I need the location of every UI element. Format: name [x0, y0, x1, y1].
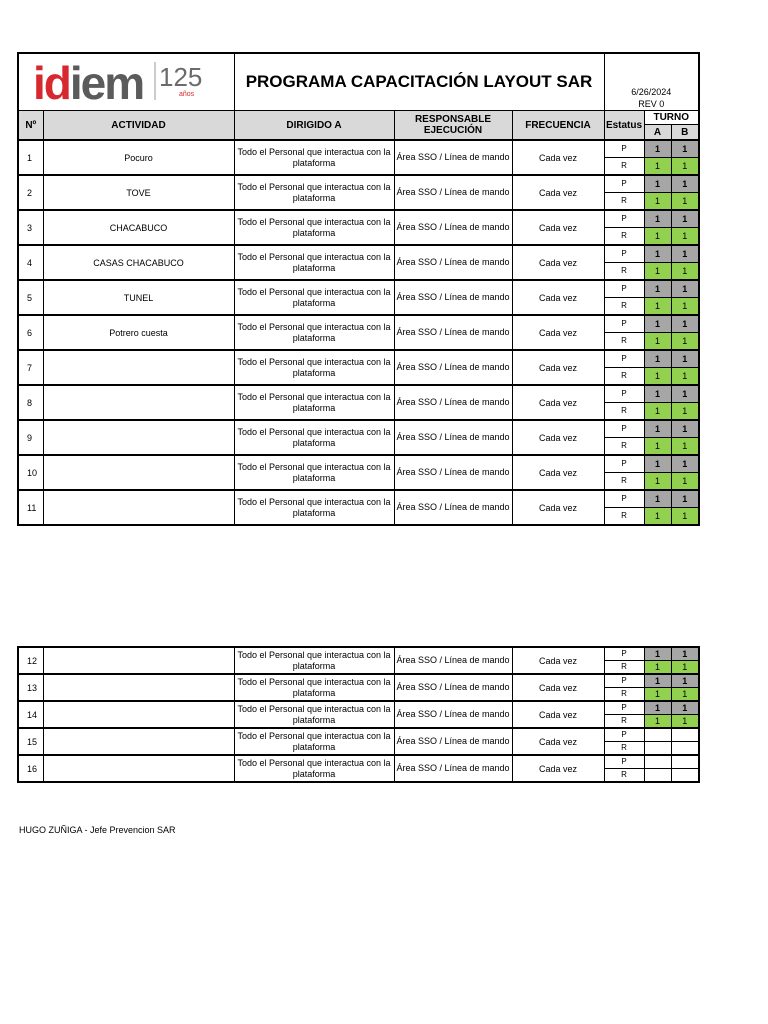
document-date: 6/26/2024	[631, 87, 672, 97]
row-activity	[43, 420, 234, 455]
turno-b-planned: 1	[671, 175, 699, 193]
col-header-turno-a: A	[644, 125, 671, 140]
turno-b-realized	[671, 769, 699, 783]
turno-a-realized: 1	[644, 473, 671, 491]
turno-a-planned: 1	[644, 245, 671, 263]
status-realized-label: R	[604, 333, 644, 351]
row-activity: Pocuro	[43, 140, 234, 175]
col-header-num: Nº	[18, 111, 43, 141]
status-planned-label: P	[604, 647, 644, 661]
row-activity	[43, 674, 234, 701]
turno-a-planned: 1	[644, 674, 671, 688]
training-program-table-continued	[17, 646, 700, 783]
turno-b-planned: 1	[671, 210, 699, 228]
status-realized-label: R	[604, 438, 644, 456]
status-planned-label: P	[604, 490, 644, 508]
turno-b-planned: 1	[671, 140, 699, 158]
turno-b-planned: 1	[671, 350, 699, 368]
turno-b-realized: 1	[671, 298, 699, 316]
row-number: 13	[18, 674, 43, 701]
turno-a-realized	[644, 742, 671, 756]
row-dirigido: Todo el Personal que interactua con la plataforma	[234, 140, 394, 175]
row-dirigido: Todo el Personal que interactua con la plataforma	[234, 647, 394, 674]
table-row	[18, 455, 699, 473]
turno-a-realized: 1	[644, 715, 671, 729]
row-responsable: Área SSO / Línea de mando	[394, 350, 512, 385]
turno-b-realized: 1	[671, 228, 699, 246]
row-activity	[43, 728, 234, 755]
turno-a-planned: 1	[644, 210, 671, 228]
row-number: 5	[18, 280, 43, 315]
turno-b-planned: 1	[671, 490, 699, 508]
row-number: 9	[18, 420, 43, 455]
row-activity	[43, 490, 234, 525]
col-header-turno: TURNO	[644, 111, 699, 125]
turno-a-planned: 1	[644, 350, 671, 368]
row-frecuencia: Cada vez	[512, 280, 604, 315]
document-revision: REV 0	[638, 99, 665, 109]
turno-a-planned	[644, 755, 671, 769]
status-realized-label: R	[604, 368, 644, 386]
row-number: 4	[18, 245, 43, 280]
row-number: 3	[18, 210, 43, 245]
turno-b-planned: 1	[671, 647, 699, 661]
row-frecuencia: Cada vez	[512, 647, 604, 674]
status-realized-label: R	[604, 298, 644, 316]
status-planned-label: P	[604, 140, 644, 158]
turno-b-realized: 1	[671, 193, 699, 211]
row-activity: TUNEL	[43, 280, 234, 315]
row-frecuencia: Cada vez	[512, 455, 604, 490]
turno-b-realized: 1	[671, 368, 699, 386]
table-row	[18, 674, 699, 688]
row-responsable: Área SSO / Línea de mando	[394, 140, 512, 175]
row-dirigido: Todo el Personal que interactua con la plataforma	[234, 728, 394, 755]
col-header-frecuencia: FRECUENCIA	[512, 111, 604, 141]
turno-a-realized: 1	[644, 298, 671, 316]
turno-b-realized: 1	[671, 688, 699, 702]
footer-signature: HUGO ZUÑIGA - Jefe Prevencion SAR	[19, 825, 176, 835]
turno-a-planned	[644, 728, 671, 742]
row-activity	[43, 701, 234, 728]
table-row	[18, 701, 699, 715]
document-title: PROGRAMA CAPACITACIÓN LAYOUT SAR	[234, 53, 604, 111]
turno-a-realized	[644, 769, 671, 783]
table-row	[18, 315, 699, 333]
row-dirigido: Todo el Personal que interactua con la plataforma	[234, 175, 394, 210]
turno-b-planned: 1	[671, 674, 699, 688]
turno-b-planned: 1	[671, 280, 699, 298]
turno-a-planned: 1	[644, 701, 671, 715]
col-header-estatus: Estatus	[604, 111, 644, 141]
row-dirigido: Todo el Personal que interactua con la plataforma	[234, 490, 394, 525]
turno-b-realized	[671, 742, 699, 756]
turno-a-realized: 1	[644, 193, 671, 211]
row-responsable: Área SSO / Línea de mando	[394, 755, 512, 782]
row-frecuencia: Cada vez	[512, 140, 604, 175]
status-planned-label: P	[604, 280, 644, 298]
status-realized-label: R	[604, 769, 644, 783]
turno-a-realized: 1	[644, 228, 671, 246]
col-header-dirigido: DIRIGIDO A	[234, 111, 394, 141]
row-responsable: Área SSO / Línea de mando	[394, 490, 512, 525]
row-number: 11	[18, 490, 43, 525]
row-activity: CHACABUCO	[43, 210, 234, 245]
row-responsable: Área SSO / Línea de mando	[394, 175, 512, 210]
row-number: 10	[18, 455, 43, 490]
row-activity: CASAS CHACABUCO	[43, 245, 234, 280]
row-activity	[43, 385, 234, 420]
status-realized-label: R	[604, 263, 644, 281]
turno-b-planned: 1	[671, 315, 699, 333]
status-planned-label: P	[604, 385, 644, 403]
row-dirigido: Todo el Personal que interactua con la plataforma	[234, 455, 394, 490]
col-header-turno-b: B	[671, 125, 699, 140]
status-realized-label: R	[604, 661, 644, 675]
table-row	[18, 755, 699, 769]
idiem-logo: idiem	[33, 57, 144, 109]
row-responsable: Área SSO / Línea de mando	[394, 674, 512, 701]
turno-a-realized: 1	[644, 333, 671, 351]
row-number: 12	[18, 647, 43, 674]
turno-a-planned: 1	[644, 490, 671, 508]
row-frecuencia: Cada vez	[512, 245, 604, 280]
turno-b-planned	[671, 755, 699, 769]
row-dirigido: Todo el Personal que interactua con la plataforma	[234, 755, 394, 782]
table-row	[18, 728, 699, 742]
status-realized-label: R	[604, 228, 644, 246]
turno-b-realized: 1	[671, 438, 699, 456]
row-responsable: Área SSO / Línea de mando	[394, 701, 512, 728]
turno-b-planned: 1	[671, 701, 699, 715]
row-responsable: Área SSO / Línea de mando	[394, 280, 512, 315]
turno-b-realized: 1	[671, 333, 699, 351]
turno-b-planned: 1	[671, 455, 699, 473]
row-dirigido: Todo el Personal que interactua con la plataforma	[234, 315, 394, 350]
status-planned-label: P	[604, 420, 644, 438]
anniversary-125-logo	[153, 60, 203, 102]
status-planned-label: P	[604, 755, 644, 769]
turno-a-realized: 1	[644, 368, 671, 386]
table-row	[18, 280, 699, 298]
turno-a-realized: 1	[644, 158, 671, 176]
turno-b-realized: 1	[671, 263, 699, 281]
row-activity	[43, 755, 234, 782]
turno-b-realized: 1	[671, 403, 699, 421]
turno-b-realized: 1	[671, 715, 699, 729]
row-frecuencia: Cada vez	[512, 420, 604, 455]
row-frecuencia: Cada vez	[512, 350, 604, 385]
row-dirigido: Todo el Personal que interactua con la plataforma	[234, 385, 394, 420]
status-realized-label: R	[604, 193, 644, 211]
turno-a-planned: 1	[644, 140, 671, 158]
status-planned-label: P	[604, 674, 644, 688]
row-responsable: Área SSO / Línea de mando	[394, 420, 512, 455]
turno-b-planned: 1	[671, 245, 699, 263]
turno-a-planned: 1	[644, 315, 671, 333]
document-date-rev	[604, 53, 699, 111]
row-number: 6	[18, 315, 43, 350]
turno-a-realized: 1	[644, 508, 671, 526]
logo-years-text: 125	[159, 62, 203, 92]
row-activity	[43, 455, 234, 490]
table-row	[18, 420, 699, 438]
table-row	[18, 490, 699, 508]
status-planned-label: P	[604, 315, 644, 333]
turno-a-planned: 1	[644, 385, 671, 403]
row-activity: Potrero cuesta	[43, 315, 234, 350]
status-planned-label: P	[604, 245, 644, 263]
row-number: 8	[18, 385, 43, 420]
turno-b-planned	[671, 728, 699, 742]
row-number: 2	[18, 175, 43, 210]
row-responsable: Área SSO / Línea de mando	[394, 315, 512, 350]
table-row	[18, 385, 699, 403]
turno-b-realized: 1	[671, 473, 699, 491]
row-responsable: Área SSO / Línea de mando	[394, 728, 512, 755]
turno-a-realized: 1	[644, 403, 671, 421]
row-frecuencia: Cada vez	[512, 755, 604, 782]
status-planned-label: P	[604, 350, 644, 368]
row-frecuencia: Cada vez	[512, 728, 604, 755]
row-activity	[43, 647, 234, 674]
turno-b-realized: 1	[671, 661, 699, 675]
row-responsable: Área SSO / Línea de mando	[394, 245, 512, 280]
status-realized-label: R	[604, 473, 644, 491]
row-responsable: Área SSO / Línea de mando	[394, 210, 512, 245]
status-realized-label: R	[604, 742, 644, 756]
turno-a-planned: 1	[644, 647, 671, 661]
status-planned-label: P	[604, 210, 644, 228]
turno-a-realized: 1	[644, 263, 671, 281]
company-logo	[18, 53, 234, 111]
status-realized-label: R	[604, 688, 644, 702]
turno-a-planned: 1	[644, 280, 671, 298]
row-responsable: Área SSO / Línea de mando	[394, 647, 512, 674]
status-realized-label: R	[604, 715, 644, 729]
row-frecuencia: Cada vez	[512, 674, 604, 701]
status-realized-label: R	[604, 508, 644, 526]
row-activity: TOVE	[43, 175, 234, 210]
status-planned-label: P	[604, 455, 644, 473]
row-number: 1	[18, 140, 43, 175]
turno-a-planned: 1	[644, 455, 671, 473]
turno-b-planned: 1	[671, 385, 699, 403]
turno-a-planned: 1	[644, 420, 671, 438]
row-dirigido: Todo el Personal que interactua con la plataforma	[234, 674, 394, 701]
table-row	[18, 647, 699, 661]
table-row	[18, 350, 699, 368]
status-realized-label: R	[604, 158, 644, 176]
row-frecuencia: Cada vez	[512, 490, 604, 525]
row-frecuencia: Cada vez	[512, 315, 604, 350]
row-number: 7	[18, 350, 43, 385]
turno-a-realized: 1	[644, 438, 671, 456]
status-planned-label: P	[604, 175, 644, 193]
row-dirigido: Todo el Personal que interactua con la plataforma	[234, 245, 394, 280]
row-activity	[43, 350, 234, 385]
turno-a-realized: 1	[644, 688, 671, 702]
training-program-table	[17, 52, 700, 526]
row-number: 14	[18, 701, 43, 728]
row-dirigido: Todo el Personal que interactua con la plataforma	[234, 210, 394, 245]
turno-b-realized: 1	[671, 508, 699, 526]
col-header-actividad: ACTIVIDAD	[43, 111, 234, 141]
row-dirigido: Todo el Personal que interactua con la plataforma	[234, 420, 394, 455]
row-number: 15	[18, 728, 43, 755]
turno-b-realized: 1	[671, 158, 699, 176]
turno-a-planned: 1	[644, 175, 671, 193]
row-frecuencia: Cada vez	[512, 701, 604, 728]
table-row	[18, 210, 699, 228]
turno-b-planned: 1	[671, 420, 699, 438]
row-responsable: Área SSO / Línea de mando	[394, 455, 512, 490]
table-row	[18, 140, 699, 158]
status-realized-label: R	[604, 403, 644, 421]
turno-a-realized: 1	[644, 661, 671, 675]
row-frecuencia: Cada vez	[512, 210, 604, 245]
row-dirigido: Todo el Personal que interactua con la plataforma	[234, 701, 394, 728]
row-number: 16	[18, 755, 43, 782]
row-frecuencia: Cada vez	[512, 175, 604, 210]
col-header-responsable: RESPONSABLE EJECUCIÓN	[394, 111, 512, 141]
logo-sub-text: años	[179, 91, 195, 98]
table-row	[18, 245, 699, 263]
row-responsable: Área SSO / Línea de mando	[394, 385, 512, 420]
row-frecuencia: Cada vez	[512, 385, 604, 420]
row-dirigido: Todo el Personal que interactua con la plataforma	[234, 350, 394, 385]
status-planned-label: P	[604, 701, 644, 715]
table-row	[18, 175, 699, 193]
status-planned-label: P	[604, 728, 644, 742]
row-dirigido: Todo el Personal que interactua con la plataforma	[234, 280, 394, 315]
